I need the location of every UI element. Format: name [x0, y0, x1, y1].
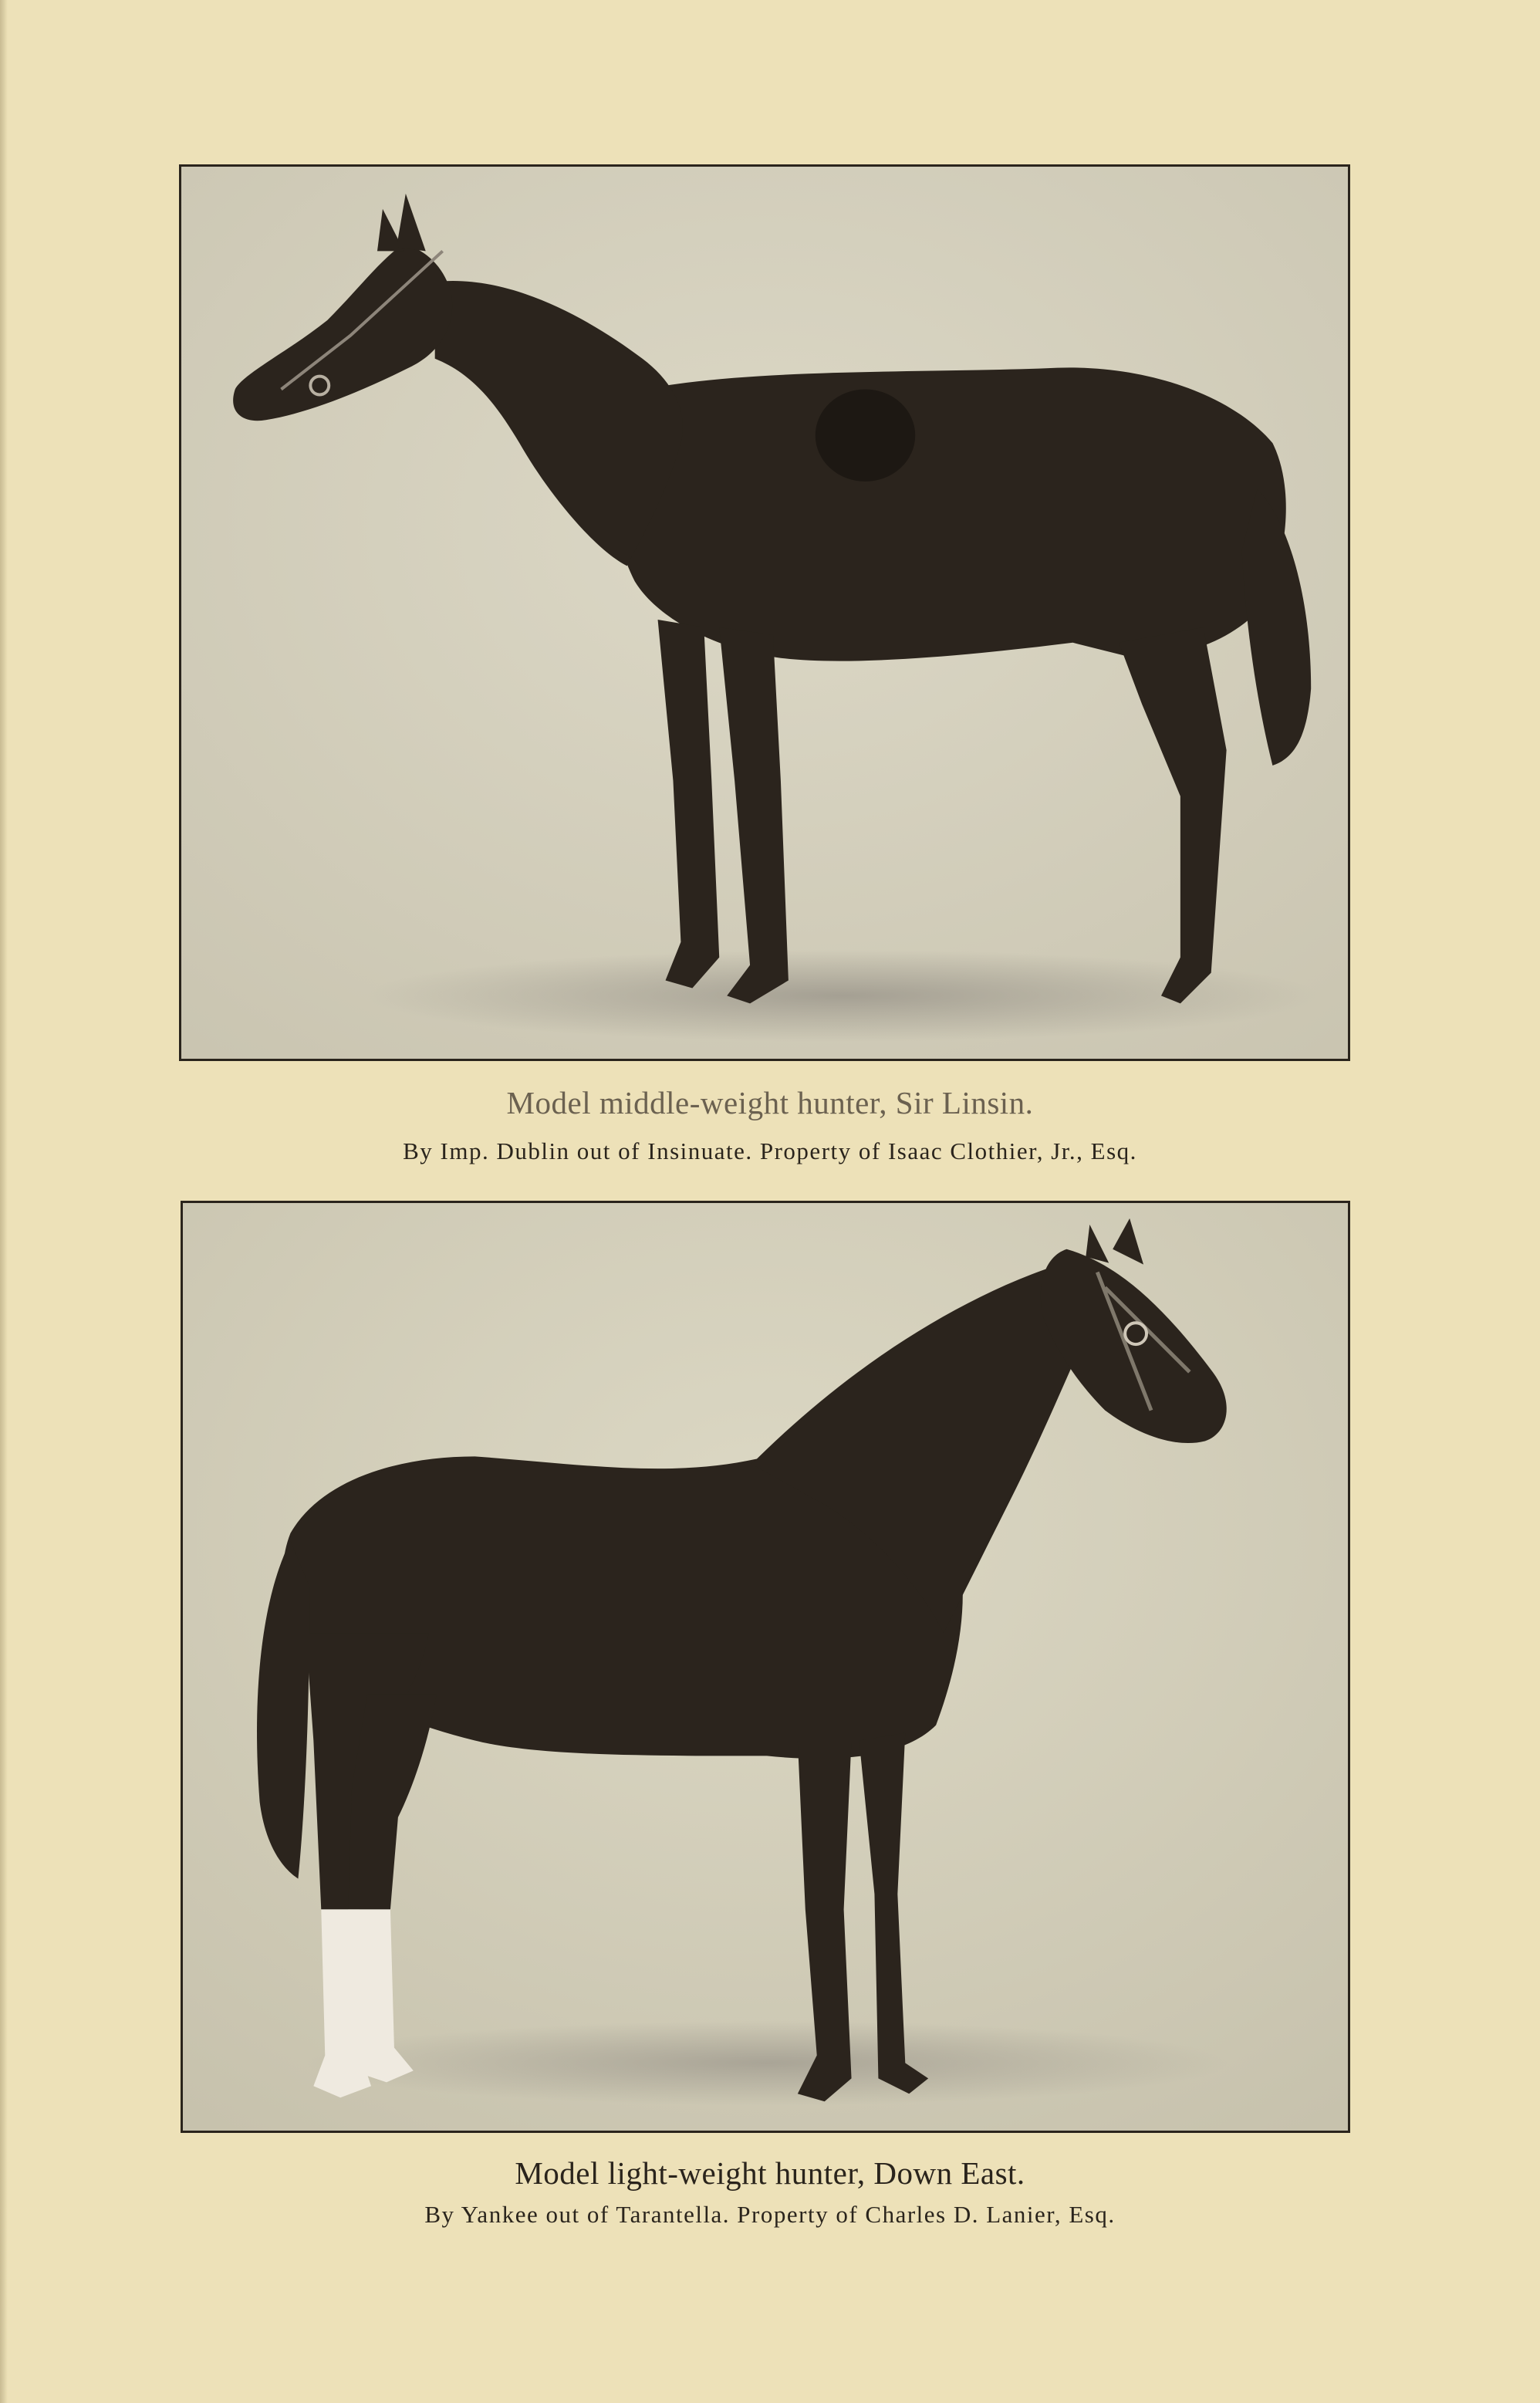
horse-photo-sir-linsin [181, 167, 1348, 1059]
caption-subtitle-top: By Imp. Dublin out of Insinuate. Property of Isaac Clothier, Jr., Esq. [403, 1137, 1137, 1164]
photo-plate-top [179, 164, 1350, 1061]
horse-photo-down-east [183, 1203, 1348, 2131]
caption-title-bottom: Model light-weight hunter, Down East. [515, 2155, 1025, 2191]
page-edge [0, 0, 8, 2403]
caption-subtitle-bottom: By Yankee out of Tarantella. Property of Charles D. Lanier, Esq. [424, 2201, 1116, 2228]
photo-plate-bottom [181, 1201, 1350, 2133]
caption-title-top: Model middle-weight hunter, Sir Linsin. [506, 1085, 1034, 1120]
